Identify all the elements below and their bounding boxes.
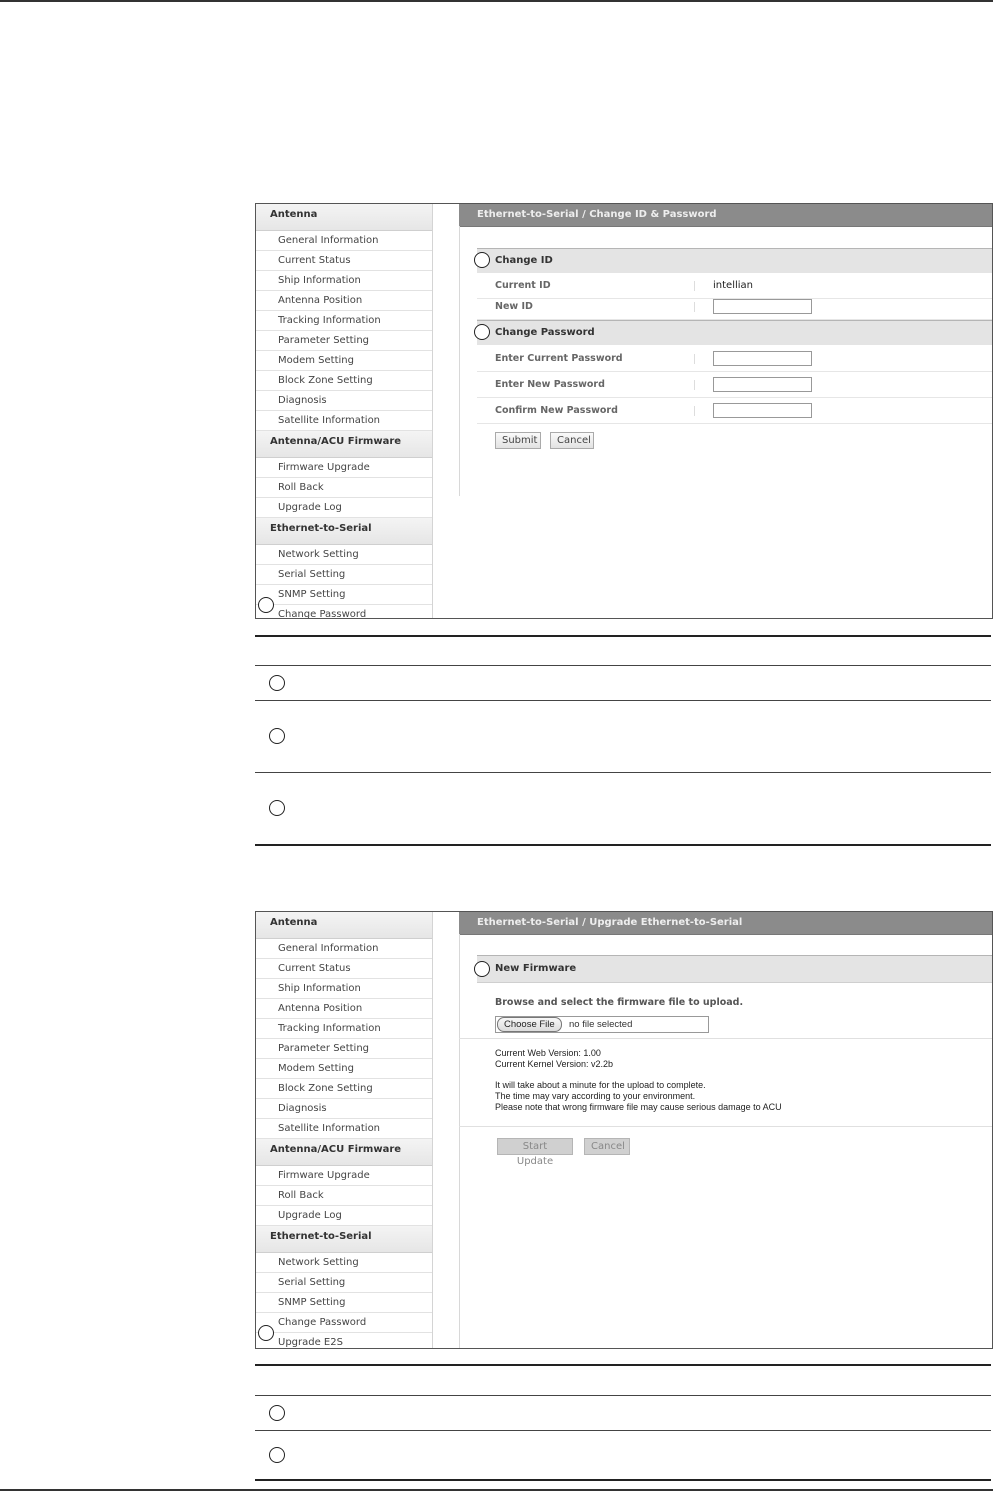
sidebar-item-tracking-information[interactable]: Tracking Information bbox=[256, 1019, 432, 1039]
row-confirm-new-password bbox=[477, 398, 992, 424]
sidebar-item-serial-setting[interactable]: Serial Setting bbox=[256, 565, 432, 585]
sidebar-item-ship-information[interactable]: Ship Information bbox=[256, 271, 432, 291]
callout-marker bbox=[474, 252, 490, 268]
sidebar-item-current-status[interactable]: Current Status bbox=[256, 959, 432, 979]
new-id-input[interactable] bbox=[713, 299, 812, 314]
table-rule bbox=[255, 772, 991, 773]
sidebar-item-diagnosis[interactable]: Diagnosis bbox=[256, 1099, 432, 1119]
current-password-input[interactable] bbox=[713, 351, 812, 366]
sidebar-item-block-zone-setting[interactable]: Block Zone Setting bbox=[256, 1079, 432, 1099]
callout-marker bbox=[269, 800, 285, 816]
callout-marker bbox=[269, 1447, 285, 1463]
confirm-new-password-label: Confirm New Password bbox=[495, 405, 618, 416]
page-title: Ethernet-to-Serial / Change ID & Password bbox=[459, 204, 992, 227]
sidebar-item-antenna-position[interactable]: Antenna Position bbox=[256, 999, 432, 1019]
upload-time-note: It will take about a minute for the upload to complete. bbox=[495, 1080, 706, 1090]
callout-marker bbox=[269, 728, 285, 744]
page-bottom-rule bbox=[0, 1489, 993, 1491]
firmware-menu bbox=[256, 458, 432, 518]
section-new-firmware: New Firmware bbox=[477, 955, 992, 983]
enter-current-password-label: Enter Current Password bbox=[495, 353, 623, 364]
table-rule bbox=[255, 1364, 991, 1366]
sidebar-header-ethernet-to-serial: Ethernet-to-Serial bbox=[256, 1226, 432, 1253]
antenna-menu bbox=[256, 939, 432, 1139]
sidebar-item-diagnosis[interactable]: Diagnosis bbox=[256, 391, 432, 411]
kernel-version-text: Current Kernel Version: v2.2b bbox=[495, 1059, 614, 1069]
sidebar-header-antenna: Antenna bbox=[256, 912, 432, 939]
sidebar bbox=[256, 204, 433, 618]
table-rule bbox=[255, 635, 991, 637]
choose-file-button[interactable]: Choose File bbox=[497, 1017, 562, 1032]
separator bbox=[694, 302, 695, 312]
sidebar-item-firmware-upgrade[interactable]: Firmware Upgrade bbox=[256, 1166, 432, 1186]
sidebar-item-general-information[interactable]: General Information bbox=[256, 939, 432, 959]
callout-marker bbox=[269, 1405, 285, 1421]
content-left-border bbox=[459, 934, 460, 1348]
section-change-password: Change Password bbox=[477, 320, 992, 345]
sidebar-item-parameter-setting[interactable]: Parameter Setting bbox=[256, 331, 432, 351]
sidebar-item-modem-setting[interactable]: Modem Setting bbox=[256, 1059, 432, 1079]
content-left-border bbox=[459, 226, 460, 496]
row-new-id bbox=[477, 294, 992, 320]
sidebar-item-block-zone-setting[interactable]: Block Zone Setting bbox=[256, 371, 432, 391]
sidebar-item-network-setting[interactable]: Network Setting bbox=[256, 1253, 432, 1273]
separator bbox=[694, 281, 695, 291]
submit-button[interactable]: Submit bbox=[495, 432, 541, 449]
sidebar-item-general-information[interactable]: General Information bbox=[256, 231, 432, 251]
divider bbox=[459, 1038, 992, 1039]
row-enter-new-password bbox=[477, 372, 992, 398]
sidebar-item-modem-setting[interactable]: Modem Setting bbox=[256, 351, 432, 371]
web-version-text: Current Web Version: 1.00 bbox=[495, 1048, 601, 1058]
e2s-menu bbox=[256, 1253, 432, 1349]
sidebar-item-snmp-setting[interactable]: SNMP Setting bbox=[256, 1293, 432, 1313]
sidebar-item-ship-information[interactable]: Ship Information bbox=[256, 979, 432, 999]
callout-marker bbox=[474, 961, 490, 977]
sidebar-item-serial-setting[interactable]: Serial Setting bbox=[256, 1273, 432, 1293]
page-top-rule bbox=[0, 0, 993, 2]
table-rule bbox=[255, 665, 991, 666]
current-id-label: Current ID bbox=[495, 280, 551, 291]
sidebar-item-roll-back[interactable]: Roll Back bbox=[256, 1186, 432, 1206]
upgrade-e2s-screenshot bbox=[255, 911, 993, 1349]
main-content bbox=[459, 204, 992, 618]
environment-note: The time may vary according to your environment. bbox=[495, 1091, 696, 1101]
start-update-button[interactable]: Start Update bbox=[497, 1138, 573, 1155]
sidebar-header-firmware: Antenna/ACU Firmware bbox=[256, 1139, 432, 1166]
section-change-id: Change ID bbox=[477, 248, 992, 273]
separator bbox=[694, 406, 695, 416]
callout-marker bbox=[258, 1325, 274, 1341]
sidebar-header-firmware: Antenna/ACU Firmware bbox=[256, 431, 432, 458]
callout-marker bbox=[474, 324, 490, 340]
firmware-menu bbox=[256, 1166, 432, 1226]
separator bbox=[694, 380, 695, 390]
table-rule bbox=[255, 1430, 991, 1431]
cancel-button[interactable]: Cancel bbox=[584, 1138, 630, 1155]
warning-note: Please note that wrong firmware file may cause serious damage to ACU bbox=[495, 1102, 782, 1112]
sidebar-item-parameter-setting[interactable]: Parameter Setting bbox=[256, 1039, 432, 1059]
main-content bbox=[459, 912, 992, 1348]
antenna-menu bbox=[256, 231, 432, 431]
sidebar-item-upgrade-log[interactable]: Upgrade Log bbox=[256, 1206, 432, 1226]
cancel-button[interactable]: Cancel bbox=[550, 432, 594, 449]
confirm-password-input[interactable] bbox=[713, 403, 812, 418]
separator bbox=[694, 354, 695, 364]
no-file-selected-text: no file selected bbox=[569, 1019, 633, 1030]
divider bbox=[459, 1126, 992, 1127]
sidebar-item-satellite-information[interactable]: Satellite Information bbox=[256, 411, 432, 431]
sidebar-header-antenna: Antenna bbox=[256, 204, 432, 231]
enter-new-password-label: Enter New Password bbox=[495, 379, 605, 390]
change-password-screenshot bbox=[255, 203, 993, 619]
page-title: Ethernet-to-Serial / Upgrade Ethernet-to-Serial bbox=[459, 912, 992, 935]
e2s-menu bbox=[256, 545, 432, 619]
browse-instruction: Browse and select the firmware file to upload. bbox=[495, 997, 744, 1008]
new-password-input[interactable] bbox=[713, 377, 812, 392]
callout-marker bbox=[269, 675, 285, 691]
sidebar-item-change-password[interactable]: Change Password bbox=[256, 1313, 432, 1333]
new-id-label: New ID bbox=[495, 301, 533, 312]
sidebar-item-network-setting[interactable]: Network Setting bbox=[256, 545, 432, 565]
table-rule bbox=[255, 1395, 991, 1396]
sidebar-item-snmp-setting[interactable]: SNMP Setting bbox=[256, 585, 432, 605]
sidebar-item-roll-back[interactable]: Roll Back bbox=[256, 478, 432, 498]
sidebar-item-upgrade-log[interactable]: Upgrade Log bbox=[256, 498, 432, 518]
sidebar-item-current-status[interactable]: Current Status bbox=[256, 251, 432, 271]
sidebar-item-change-password[interactable]: Change Password bbox=[256, 605, 432, 619]
sidebar-item-tracking-information[interactable]: Tracking Information bbox=[256, 311, 432, 331]
sidebar-item-firmware-upgrade[interactable]: Firmware Upgrade bbox=[256, 458, 432, 478]
callout-marker bbox=[258, 597, 274, 613]
file-picker[interactable] bbox=[495, 1016, 709, 1033]
table-rule bbox=[255, 844, 991, 846]
sidebar bbox=[256, 912, 433, 1348]
row-enter-current-password bbox=[477, 346, 992, 372]
sidebar-item-satellite-information[interactable]: Satellite Information bbox=[256, 1119, 432, 1139]
table-rule bbox=[255, 700, 991, 701]
sidebar-item-upgrade-e2s[interactable]: Upgrade E2S bbox=[256, 1333, 432, 1349]
current-id-value: intellian bbox=[713, 280, 753, 291]
sidebar-item-antenna-position[interactable]: Antenna Position bbox=[256, 291, 432, 311]
table-rule bbox=[255, 1479, 991, 1481]
sidebar-header-ethernet-to-serial: Ethernet-to-Serial bbox=[256, 518, 432, 545]
